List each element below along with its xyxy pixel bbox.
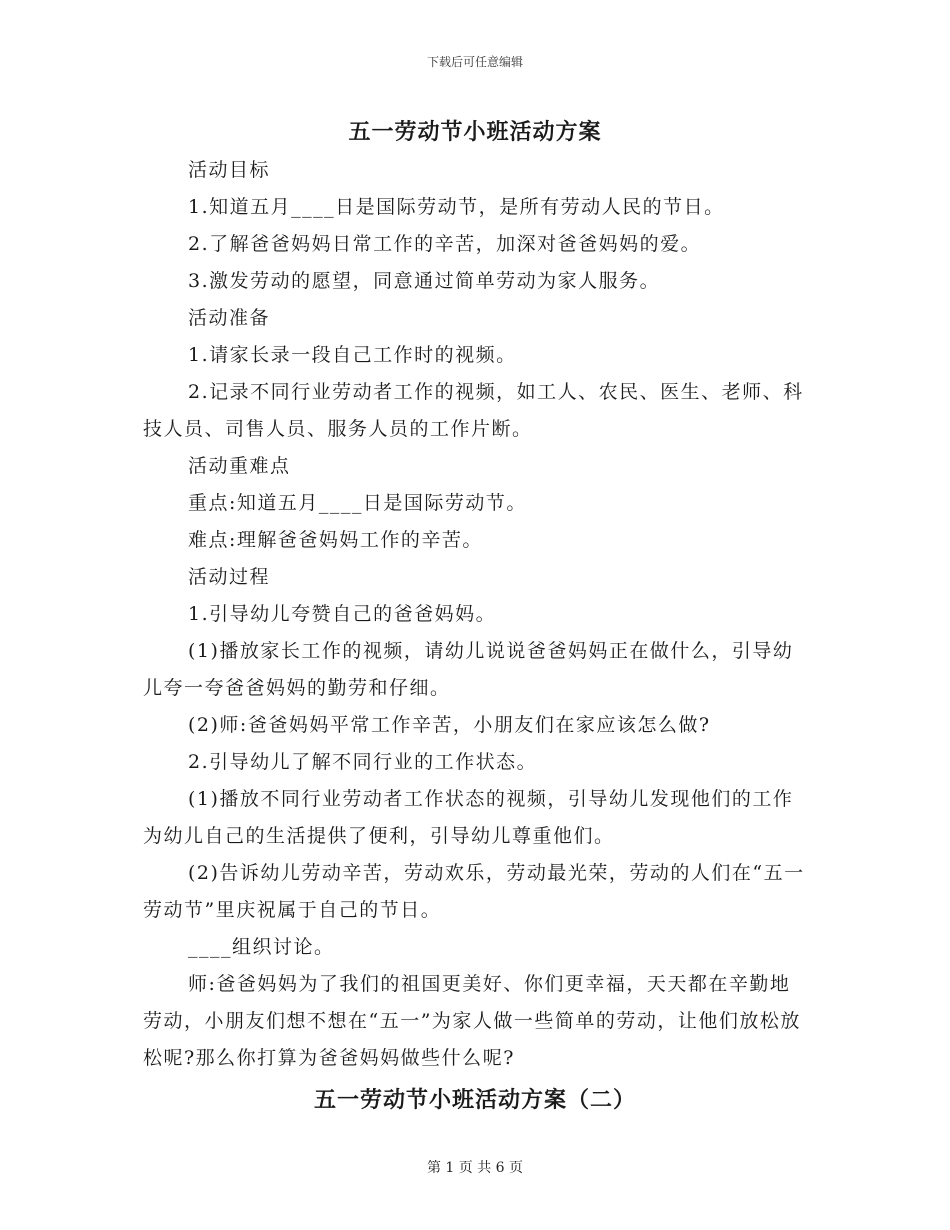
process-step-2-sub-1: (1)播放不同行业劳动者工作状态的视频，引导幼儿发现他们的工作为幼儿自己的生活提供了便利，引导幼儿尊重他们。	[143, 788, 794, 847]
section-heading-goals: 活动目标	[188, 159, 271, 181]
process-step-2: 2.引导幼儿了解不同行业的工作状态。	[188, 751, 538, 773]
goal-item-2: 2.了解爸爸妈妈日常工作的辛苦，加深对爸爸妈妈的爱。	[188, 233, 702, 255]
section-heading-key-points: 活动重难点	[188, 455, 291, 477]
document-title-2: 五一劳动节小班活动方案（二）	[313, 1087, 636, 1113]
difficult-point: 难点:理解爸爸妈妈工作的辛苦。	[188, 529, 483, 551]
preparation-item-1: 1.请家长录一段自己工作时的视频。	[188, 344, 517, 366]
goal-item-1: 1.知道五月____日是国际劳动节，是所有劳动人民的节日。	[188, 196, 725, 218]
process-step-1: 1.引导幼儿夸赞自己的爸爸妈妈。	[188, 603, 497, 625]
section-heading-preparation: 活动准备	[188, 307, 271, 329]
teacher-speech: 师:爸爸妈妈为了我们的祖国更美好、你们更幸福，天天都在辛勤地劳动，小朋友们想不想在“五一”为家人做一些简单的劳动，让他们放松放松呢?那么你打算为爸爸妈妈做些什么呢?	[143, 973, 801, 1069]
document-body	[143, 152, 808, 1077]
preparation-item-2: 2.记录不同行业劳动者工作的视频，如工人、农民、医生、老师、科技人员、司售人员、服务人员的工作片断。	[143, 381, 804, 440]
goal-item-3: 3.激发劳动的愿望，同意通过简单劳动为家人服务。	[188, 270, 661, 292]
process-step-1-sub-2: (2)师:爸爸妈妈平常工作辛苦，小朋友们在家应该怎么做?	[188, 714, 711, 736]
section-heading-process: 活动过程	[188, 566, 271, 588]
key-point: 重点:知道五月____日是国际劳动节。	[188, 492, 527, 514]
document-title: 五一劳动节小班活动方案	[348, 119, 602, 145]
page-footer: 第 1 页 共 6 页	[426, 1160, 524, 1176]
process-step-2-sub-2: (2)告诉幼儿劳动辛苦，劳动欢乐，劳动最光荣，劳动的人们在“五一劳动节”里庆祝属于自己的节日。	[143, 862, 805, 921]
process-step-3: ____组织讨论。	[188, 936, 335, 958]
page-header-note: 下载后可任意编辑	[426, 55, 523, 69]
process-step-1-sub-1: (1)播放家长工作的视频，请幼儿说说爸爸妈妈正在做什么，引导幼儿夸一夸爸爸妈妈的勤劳和仔细。	[143, 640, 794, 699]
